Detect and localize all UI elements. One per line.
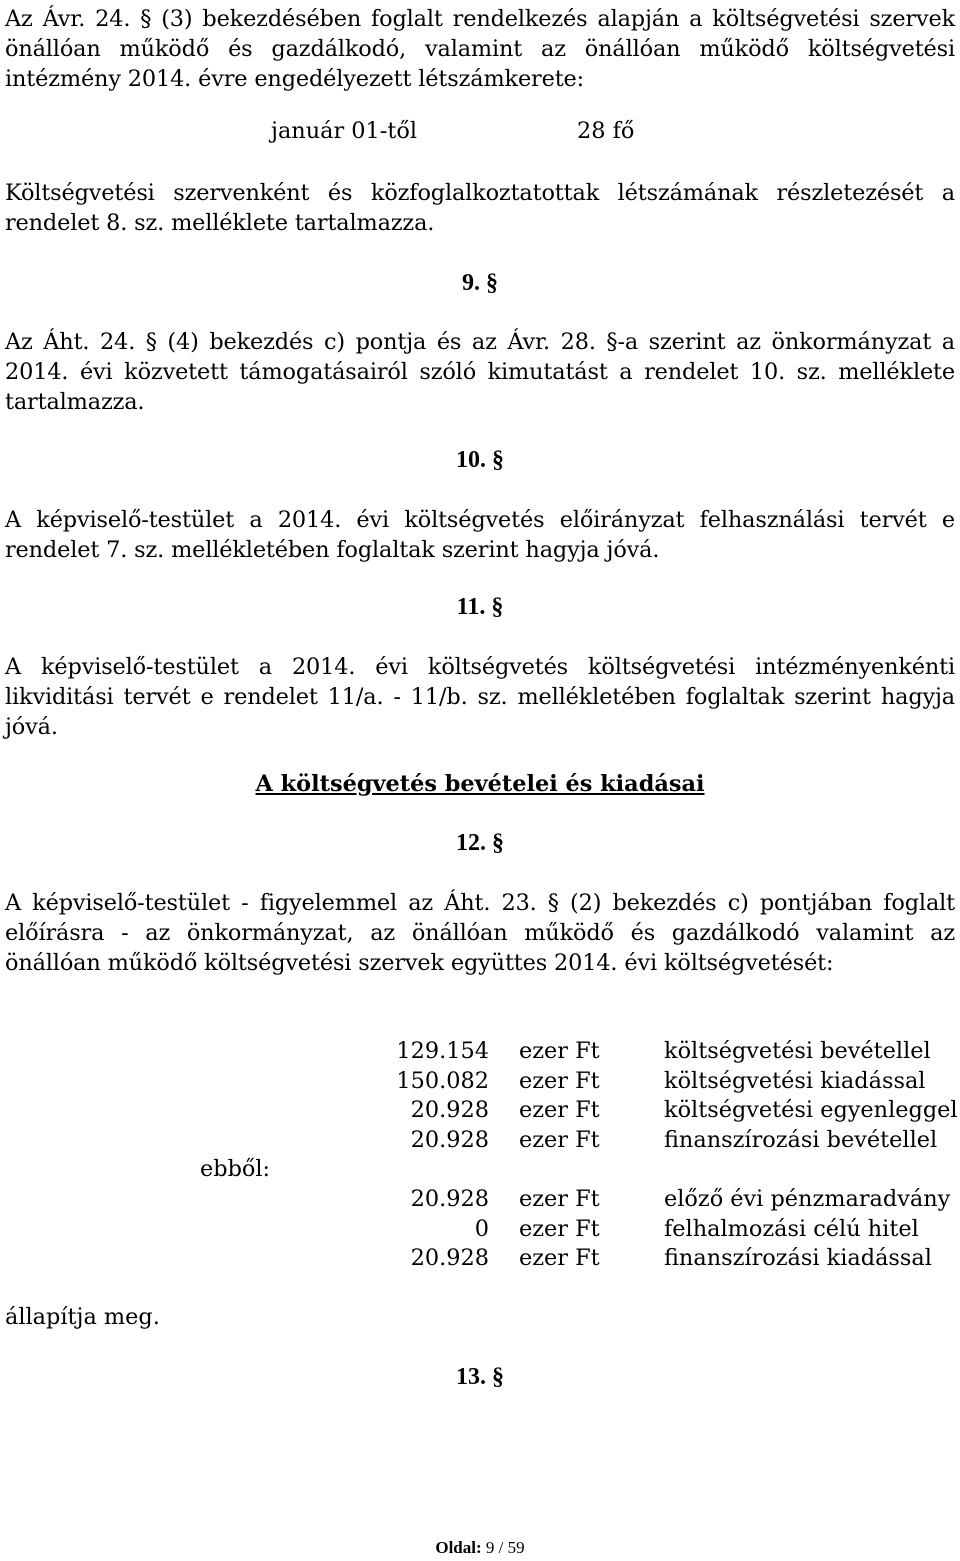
- budget-amount: 20.928: [410, 1126, 489, 1153]
- section-sign: §: [492, 1364, 504, 1390]
- budget-row-label: [200, 1126, 292, 1156]
- budget-description: költségvetési egyenleggel: [664, 1097, 958, 1124]
- section-12-heading: [0, 830, 960, 857]
- budget-row: [200, 1126, 958, 1156]
- section-sign: §: [491, 594, 504, 620]
- section-number: 9.: [462, 270, 480, 296]
- closing-text: állapítja meg.: [5, 1304, 160, 1330]
- page-footer: [0, 1538, 960, 1558]
- paragraph-11: A képviselő-testület a 2014. évi költségvetés költségvetési intézményenkénti likviditási tervét e rendelet 11/a. - 11/b. sz. mellékletében foglaltak szerint hagyja jóvá.: [5, 654, 955, 740]
- paragraph-12: A képviselő-testület - figyelemmel az Áht. 23. § (2) bekezdés c) pontjában foglalt előírásra - az önkormányzat, az önállóan működő és gazdálkodó valamint az önállóan működő költségvetési szervek együttes 2014. évi költségvetését:: [5, 890, 955, 976]
- budget-amount: [292, 1155, 489, 1185]
- page-number: 9 / 59: [485, 1538, 525, 1557]
- budget-amount: 20.928: [410, 1185, 489, 1212]
- budget-unit: ezer Ft: [519, 1097, 600, 1124]
- section-10-heading: [0, 447, 960, 474]
- section-11-heading: [0, 594, 960, 621]
- section-sign: §: [486, 270, 498, 296]
- quota-value: 28 fő: [577, 118, 635, 144]
- section-number: 10.: [456, 447, 486, 473]
- budget-amount: 0: [474, 1215, 489, 1242]
- budget-row: [200, 1067, 958, 1097]
- budget-unit: ezer Ft: [519, 1126, 600, 1153]
- budget-unit: ezer Ft: [519, 1245, 600, 1272]
- budget-description: költségvetési kiadással: [664, 1067, 926, 1094]
- budget-row-label: [200, 1067, 292, 1097]
- budget-unit: ezer Ft: [519, 1038, 600, 1064]
- budget-unit: ezer Ft: [519, 1067, 600, 1094]
- budget-row-label: [200, 1037, 292, 1067]
- budget-amount: 150.082: [396, 1067, 489, 1094]
- section-9-heading: [0, 270, 960, 297]
- budget-row: [200, 1215, 958, 1245]
- budget-row: [200, 1185, 958, 1215]
- quota-label: január 01-től: [271, 118, 417, 144]
- paragraph-9: Az Áht. 24. § (4) bekezdés c) pontja és az Ávr. 28. §-a szerint az önkormányzat a 2014. évi közvetett támogatásairól szóló kimutatást a rendelet 10. sz. melléklete tartalmazza.: [5, 329, 955, 415]
- budget-row-label: ebből:: [200, 1156, 271, 1183]
- budget-row-label: [200, 1185, 292, 1215]
- budget-description: felhalmozási célú hitel: [664, 1215, 919, 1242]
- budget-row: [200, 1096, 958, 1126]
- section-number: 12.: [456, 830, 486, 856]
- section-title: A költségvetés bevételei és kiadásai: [255, 771, 705, 797]
- budget-description: költségvetési bevétellel: [664, 1038, 931, 1064]
- budget-row-label: [200, 1244, 292, 1274]
- budget-row-label: [200, 1215, 292, 1245]
- budget-unit: ezer Ft: [519, 1215, 600, 1242]
- section-number: 13.: [456, 1364, 486, 1390]
- budget-unit: ezer Ft: [519, 1185, 600, 1212]
- budget-description: előző évi pénzmaradvány: [664, 1185, 951, 1212]
- page-label: Oldal:: [435, 1538, 482, 1557]
- budget-description: finanszírozási kiadással: [664, 1245, 932, 1272]
- budget-amount: 20.928: [410, 1245, 489, 1272]
- budget-description: [664, 1155, 958, 1185]
- budget-amount: 129.154: [396, 1038, 489, 1064]
- budget-row-label: [200, 1096, 292, 1126]
- section-13-heading: [0, 1364, 960, 1391]
- paragraph-intro: Az Ávr. 24. § (3) bekezdésében foglalt rendelkezés alapján a költségvetési szervek önállóan működő és gazdálkodó, valamint az önállóan működő költségvetési intézmény 2014. évre engedélyezett létszámkerete:: [5, 6, 955, 92]
- paragraph-staff: Költségvetési szervenként és közfoglalkoztatottak létszámának részletezését a rendelet 8. sz. melléklete tartalmazza.: [5, 180, 955, 236]
- budget-row: [200, 1244, 958, 1274]
- budget-amount: 20.928: [410, 1097, 489, 1124]
- budget-row: [200, 1155, 958, 1185]
- budget-row: [200, 1037, 958, 1067]
- section-sign: §: [492, 447, 504, 473]
- budget-unit: [489, 1155, 664, 1185]
- section-sign: §: [492, 830, 504, 856]
- paragraph-10: A képviselő-testület a 2014. évi költségvetés előirányzat felhasználási tervét e rendelet 7. sz. mellékletében foglaltak szerint hagyja jóvá.: [5, 507, 955, 563]
- section-number: 11.: [456, 594, 486, 620]
- budget-description: finanszírozási bevétellel: [664, 1126, 938, 1153]
- budget-table: [200, 1037, 958, 1274]
